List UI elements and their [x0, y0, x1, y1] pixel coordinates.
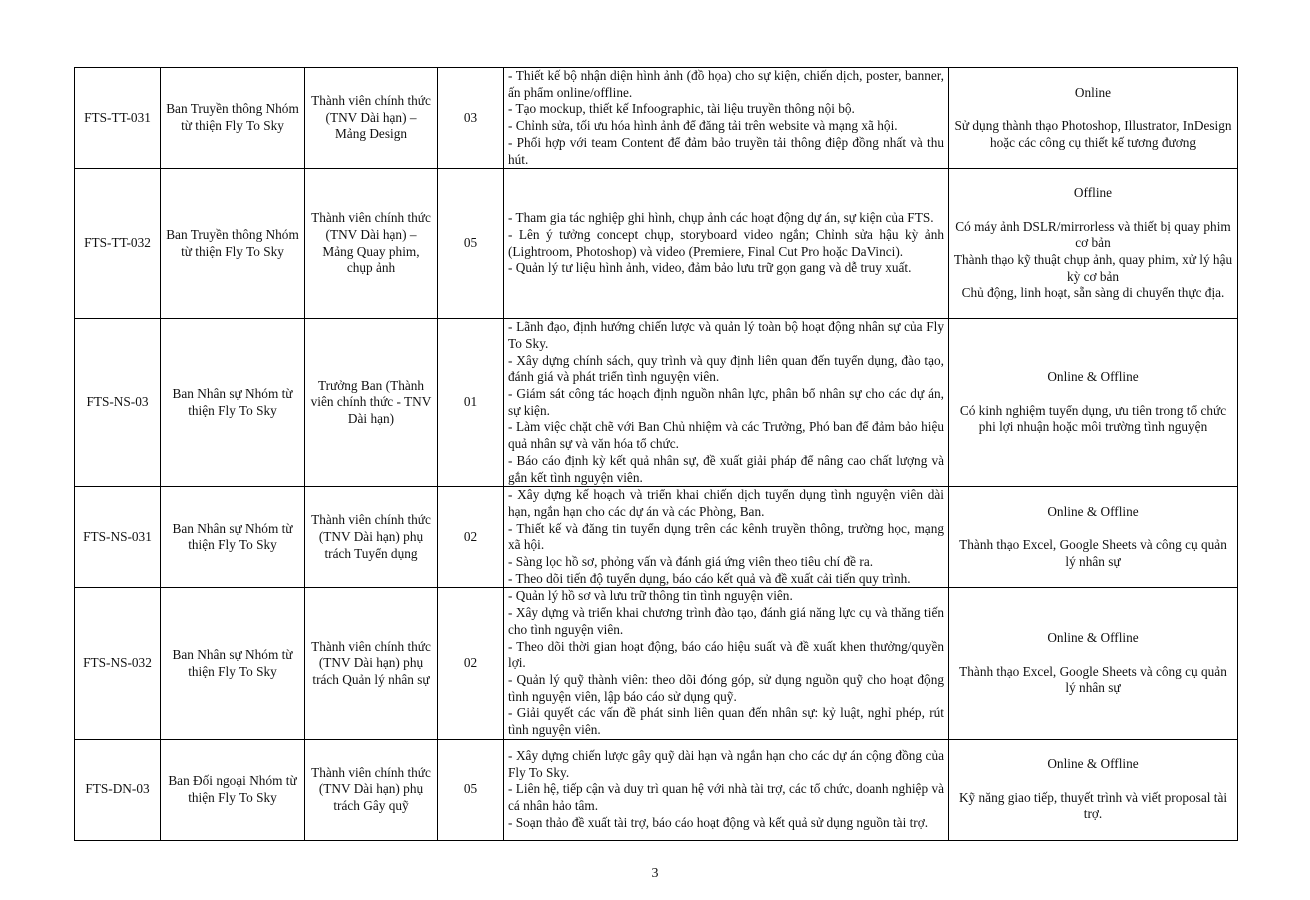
position-title-cell: Thành viên chính thức (TNV Dài hạn) – Mảng Design	[305, 68, 438, 169]
duties-cell	[504, 169, 949, 319]
duty-item: - Chỉnh sửa, tối ưu hóa hình ảnh để đăng tải trên website và mạng xã hội.	[508, 118, 898, 134]
duties-cell	[504, 487, 949, 588]
table-row	[75, 68, 1238, 169]
requirements-cell	[949, 169, 1238, 319]
department-cell: Ban Truyền thông Nhóm từ thiện Fly To Sky	[161, 169, 305, 319]
department-cell: Ban Nhân sự Nhóm từ thiện Fly To Sky	[161, 319, 305, 487]
quantity-cell: 05	[438, 739, 504, 840]
requirements-cell	[949, 588, 1238, 739]
table-row	[75, 487, 1238, 588]
position-title-cell: Trưởng Ban (Thành viên chính thức - TNV Dài hạn)	[305, 319, 438, 487]
duty-item: - Quản lý hồ sơ và lưu trữ thông tin tình nguyện viên.	[508, 588, 793, 604]
table-row	[75, 319, 1238, 487]
quantity-cell: 02	[438, 487, 504, 588]
duties-cell	[504, 319, 949, 487]
duties-cell	[504, 588, 949, 739]
work-mode-label: Online & Offline	[1047, 756, 1139, 772]
duty-item: - Lên ý tưởng concept chụp, storyboard video ngắn; Chỉnh sửa hậu kỳ ảnh (Lightroom, Photoshop) và video (Premiere, Final Cut Pro hoặc DaVinci).	[508, 227, 944, 259]
position-code-cell: FTS-DN-03	[75, 739, 161, 840]
requirement-item: Chủ động, linh hoạt, sẵn sàng di chuyển thực địa.	[961, 285, 1225, 301]
duty-item: - Theo dõi tiến độ tuyển dụng, báo cáo kết quả và đề xuất cải tiến quy trình.	[508, 570, 911, 586]
duty-item: - Tham gia tác nghiệp ghi hình, chụp ảnh các hoạt động dự án, sự kiện của FTS.	[508, 210, 934, 226]
duty-item: - Quản lý quỹ thành viên: theo dõi đóng góp, sử dụng nguồn quỹ cho hoạt động tình nguyện viên, lập báo cáo sử dụng quỹ.	[508, 671, 944, 704]
requirement-item: Có kinh nghiệm tuyển dụng, ưu tiên trong tổ chức phi lợi nhuận hoặc môi trường tình nguyện	[959, 402, 1227, 435]
position-code-cell: FTS-NS-032	[75, 588, 161, 739]
table-row	[75, 739, 1238, 840]
requirements-cell	[949, 487, 1238, 588]
department-cell: Ban Nhân sự Nhóm từ thiện Fly To Sky	[161, 487, 305, 588]
department-cell: Ban Đối ngoại Nhóm từ thiện Fly To Sky	[161, 739, 305, 840]
work-mode-label: Online & Offline	[1047, 503, 1139, 519]
work-mode-label: Online	[1074, 84, 1112, 100]
duty-item: - Lãnh đạo, định hướng chiến lược và quản lý toàn bộ hoạt động nhân sự của Fly To Sky.	[508, 319, 944, 351]
duty-item: - Giám sát công tác hoạch định nguồn nhân lực, phân bổ nhân sự cho các dự án, sự kiện.	[508, 386, 944, 418]
duty-item: - Thiết kế và đăng tin tuyển dụng trên các kênh truyền thông, trường học, mạng xã hội.	[508, 520, 944, 553]
requirement-item: Thành thạo Excel, Google Sheets và công cụ quản lý nhân sự	[959, 663, 1227, 696]
duty-item: - Phối hợp với team Content để đảm bảo truyền tải thông điệp đồng nhất và thu hút.	[508, 134, 944, 167]
requirement-item: Kỹ năng giao tiếp, thuyết trình và viết proposal tài trợ.	[958, 789, 1228, 822]
duty-item: - Theo dõi thời gian hoạt động, báo cáo hiệu suất và đề xuất khen thưởng/quyền lợi.	[508, 638, 944, 671]
department-cell: Ban Nhân sự Nhóm từ thiện Fly To Sky	[161, 588, 305, 739]
quantity-cell: 05	[438, 169, 504, 319]
position-title-cell: Thành viên chính thức (TNV Dài hạn) – Mảng Quay phim, chụp ảnh	[305, 169, 438, 319]
duty-item: - Quản lý tư liệu hình ảnh, video, đảm bảo lưu trữ gọn gang và dễ truy xuất.	[508, 260, 912, 276]
duty-item: - Thiết kế bộ nhận diện hình ảnh (đồ họa) cho sự kiện, chiến dịch, poster, banner, ấn phẩm online/offline.	[508, 68, 944, 100]
position-code-cell: FTS-TT-031	[75, 68, 161, 169]
table-row	[75, 169, 1238, 319]
department-cell: Ban Truyền thông Nhóm từ thiện Fly To Sky	[161, 68, 305, 169]
requirement-item: Có máy ảnh DSLR/mirrorless và thiết bị quay phim cơ bản	[955, 218, 1231, 251]
duty-item: - Giải quyết các vấn đề phát sinh liên quan đến nhân sự: kỷ luật, nghỉ phép, rút tình nguyện viên.	[508, 705, 944, 738]
duty-item: - Sàng lọc hồ sơ, phỏng vấn và đánh giá ứng viên theo tiêu chí đề ra.	[508, 554, 874, 570]
quantity-cell: 02	[438, 588, 504, 739]
duty-item: - Xây dựng chiến lược gây quỹ dài hạn và ngắn hạn cho các dự án cộng đồng của Fly To Sky.	[508, 748, 944, 780]
position-code-cell: FTS-TT-032	[75, 169, 161, 319]
duty-item: - Xây dựng kế hoạch và triển khai chiến dịch tuyển dụng tình nguyện viên dài hạn, ngắn hạn cho các dự án và các Phòng, Ban.	[508, 487, 944, 519]
requirements-cell	[949, 319, 1238, 487]
work-mode-label: Online & Offline	[1047, 369, 1139, 385]
duties-cell	[504, 739, 949, 840]
duties-cell	[504, 68, 949, 169]
position-code-cell: FTS-NS-031	[75, 487, 161, 588]
requirements-cell	[949, 739, 1238, 840]
requirement-item: Thành thạo kỹ thuật chụp ảnh, quay phim, xử lý hậu kỳ cơ bản	[953, 252, 1233, 284]
page-number: 3	[651, 866, 659, 881]
work-mode-label: Online & Offline	[1047, 630, 1139, 646]
duty-item: - Liên hệ, tiếp cận và duy trì quan hệ với nhà tài trợ, các tổ chức, doanh nghiệp và cá nhân hảo tâm.	[508, 781, 944, 814]
table-row	[75, 588, 1238, 739]
duty-item: - Tạo mockup, thiết kế Infoographic, tài liệu truyền thông nội bộ.	[508, 101, 855, 117]
duty-item: - Báo cáo định kỳ kết quả nhân sự, đề xuất giải pháp để nâng cao chất lượng và gắn kết tình nguyện viên.	[508, 452, 944, 485]
duty-item: - Làm việc chặt chẽ với Ban Chủ nhiệm và các Trưởng, Phó ban để đảm bảo hiệu quả nhân sự và văn hóa tổ chức.	[508, 419, 944, 452]
position-title-cell: Thành viên chính thức (TNV Dài hạn) phụ trách Gây quỹ	[305, 739, 438, 840]
duty-item: - Xây dựng chính sách, quy trình và quy định liên quan đến tuyển dụng, đào tạo, đánh giá và phát triển tình nguyện viên.	[508, 352, 944, 385]
quantity-cell: 03	[438, 68, 504, 169]
work-mode-label: Offline	[1073, 185, 1113, 201]
recruitment-table	[74, 67, 1238, 841]
position-title-cell: Thành viên chính thức (TNV Dài hạn) phụ trách Quản lý nhân sự	[305, 588, 438, 739]
duty-item: - Soạn thảo đề xuất tài trợ, báo cáo hoạt động và kết quả sử dụng nguồn tài trợ.	[508, 814, 929, 830]
duty-item: - Xây dựng và triển khai chương trình đào tạo, đánh giá năng lực cụ và thăng tiến cho tình nguyện viên.	[508, 605, 944, 637]
requirement-item: Thành thạo Excel, Google Sheets và công cụ quản lý nhân sự	[959, 537, 1227, 570]
requirements-cell	[949, 68, 1238, 169]
position-code-cell: FTS-NS-03	[75, 319, 161, 487]
position-title-cell: Thành viên chính thức (TNV Dài hạn) phụ trách Tuyển dụng	[305, 487, 438, 588]
requirement-item: Sử dụng thành thạo Photoshop, Illustrator, InDesign hoặc các công cụ thiết kế tương đương	[954, 118, 1232, 150]
quantity-cell: 01	[438, 319, 504, 487]
